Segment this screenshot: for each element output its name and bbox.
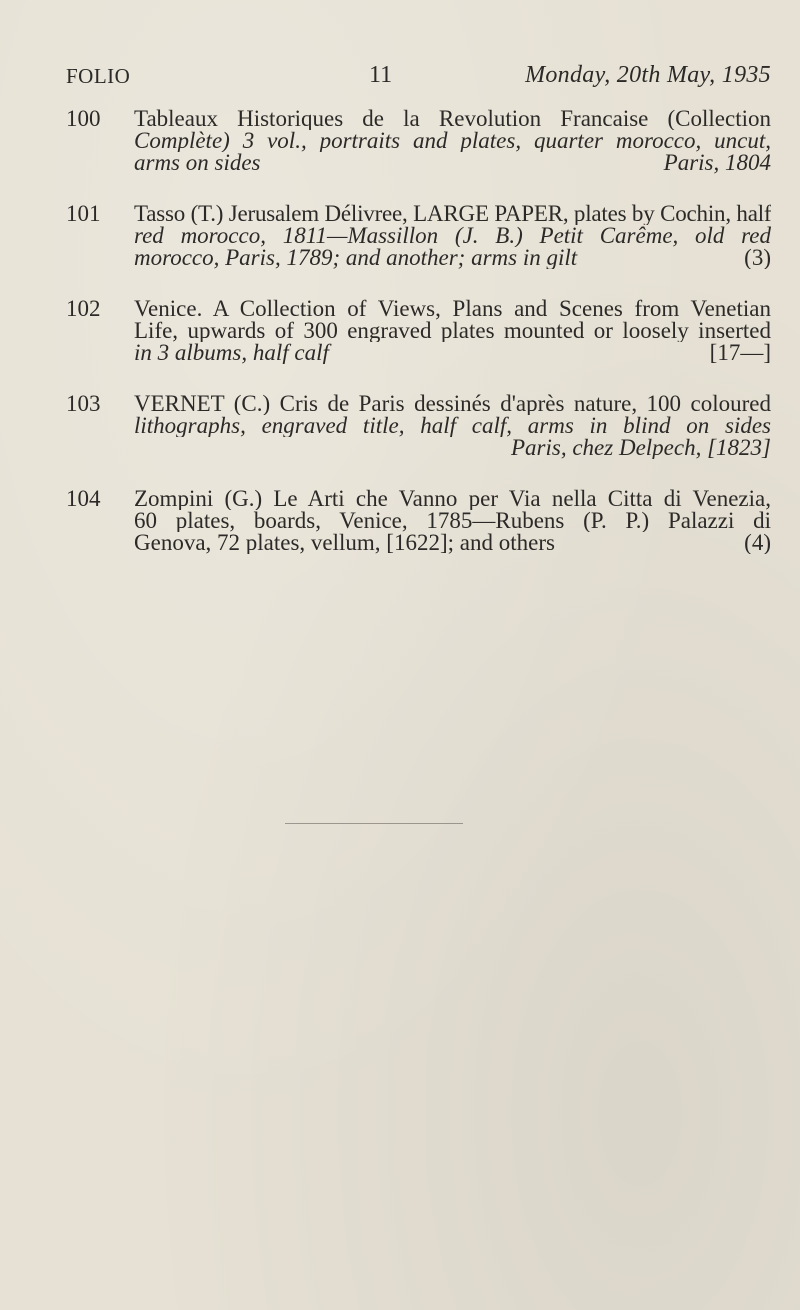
- lot-number: 103: [66, 391, 101, 416]
- lot-description: [134, 298, 771, 364]
- lot-number: 100: [66, 106, 101, 131]
- lot-line-with-ref: [134, 152, 771, 174]
- lot-line: Tasso (T.) Jerusalem Délivree, LARGE PAPER, plates by Cochin, half: [134, 203, 771, 225]
- lot-line: Zompini (G.) Le Arti che Vanno per Via nella Citta di Venezia,: [134, 488, 771, 510]
- lot-description: [134, 393, 771, 459]
- lot-line: Life, upwards of 300 engraved plates mounted or loosely inserted: [134, 320, 771, 342]
- header-folio: FOLIO: [66, 64, 131, 88]
- lot-line-with-ref: [134, 342, 771, 364]
- lot-number: 102: [66, 296, 101, 321]
- lot-quantity: (4): [744, 532, 771, 554]
- lot-line: Genova, 72 plates, vellum, [1622]; and others: [134, 532, 555, 554]
- lot-number: 104: [66, 486, 101, 511]
- lot-quantity: (3): [744, 247, 771, 269]
- page-header: [66, 62, 771, 92]
- end-rule: [285, 823, 463, 824]
- lot-line: VERNET (C.) Cris de Paris dessinés d'après nature, 100 coloured: [134, 393, 771, 415]
- lot-line: arms on sides: [134, 152, 261, 174]
- lot-number: 101: [66, 201, 101, 226]
- lot-line: red morocco, 1811—Massillon (J. B.) Petit Carême, old red: [134, 225, 771, 247]
- lot-line-with-ref: [134, 247, 771, 269]
- header-page-number: 11: [369, 62, 393, 88]
- lot-line-with-ref: [134, 532, 771, 554]
- lot-imprint: Paris, chez Delpech, [1823]: [511, 437, 771, 459]
- lot-imprint: Paris, 1804: [663, 152, 771, 174]
- lot-line: in 3 albums, half calf: [134, 342, 329, 364]
- header-date: Monday, 20th May, 1935: [525, 62, 771, 88]
- lot-date: [17—]: [709, 342, 771, 364]
- lot-line: lithographs, engraved title, half calf, arms in blind on sides: [134, 415, 771, 437]
- lot-description: [134, 488, 771, 554]
- lot-line: Complète) 3 vol., portraits and plates, quarter morocco, uncut,: [134, 130, 771, 152]
- lot-line: Venice. A Collection of Views, Plans and Scenes from Venetian: [134, 298, 771, 320]
- lot-description: [134, 108, 771, 174]
- lot-line: Tableaux Historiques de la Revolution Francaise (Collection: [134, 108, 771, 130]
- lot-description: [134, 203, 771, 269]
- lot-line: 60 plates, boards, Venice, 1785—Rubens (P. P.) Palazzi di: [134, 510, 771, 532]
- lot-line: morocco, Paris, 1789; and another; arms in gilt: [134, 247, 578, 269]
